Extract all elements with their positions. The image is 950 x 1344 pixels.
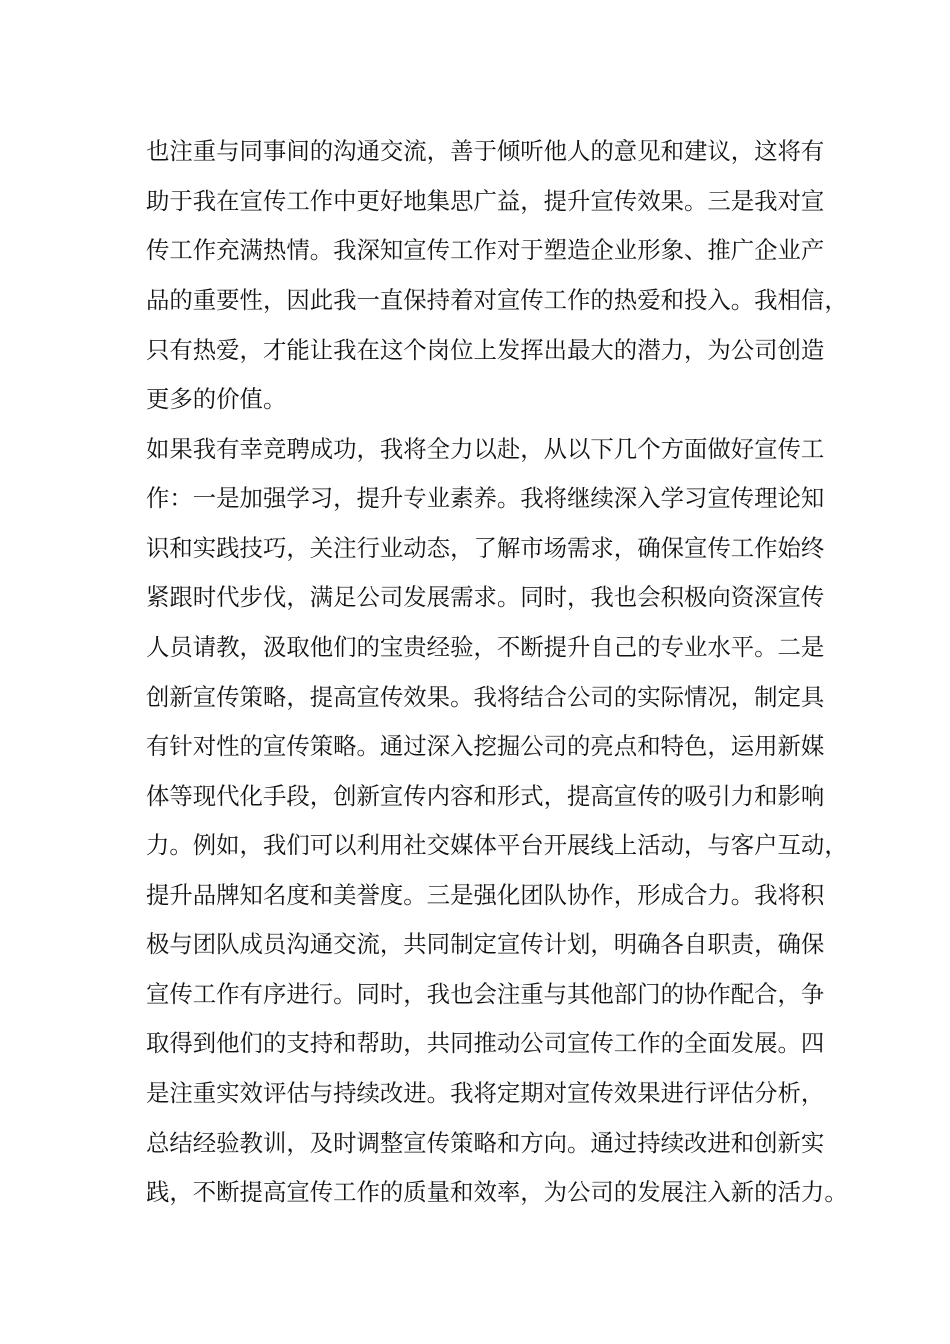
- text-line: 总结经验教训，及时调整宣传策略和方向。通过持续改进和创新实: [146, 1129, 825, 1157]
- text-line: 宣传工作有序进行。同时，我也会注重与其他部门的协作配合，争: [146, 980, 825, 1008]
- text-line: 体等现代化手段，创新宣传内容和形式，提高宣传的吸引力和影响: [146, 782, 825, 810]
- text-line: 提升品牌知名度和美誉度。三是强化团队协作，形成合力。我将积: [146, 881, 825, 909]
- text-line: 识和实践技巧，关注行业动态，了解市场需求，确保宣传工作始终: [146, 534, 825, 562]
- text-line: 是注重实效评估与持续改进。我将定期对宣传效果进行评估分析，: [146, 1079, 825, 1107]
- text-line: 紧跟时代步伐，满足公司发展需求。同时，我也会积极向资深宣传: [146, 583, 825, 611]
- text-line: 取得到他们的支持和帮助，共同推动公司宣传工作的全面发展。四: [146, 1029, 825, 1057]
- text-line: 创新宣传策略，提高宣传效果。我将结合公司的实际情况，制定具: [146, 683, 825, 711]
- text-line: 力。例如，我们可以利用社交媒体平台开展线上活动，与客户互动，: [146, 831, 848, 859]
- text-line: 也注重与同事间的沟通交流，善于倾听他人的意见和建议，这将有: [146, 137, 825, 165]
- text-line: 有针对性的宣传策略。通过深入挖掘公司的亮点和特色，运用新媒: [146, 732, 825, 760]
- text-line: 作：一是加强学习，提升专业素养。我将继续深入学习宣传理论知: [146, 484, 825, 512]
- text-line: 极与团队成员沟通交流，共同制定宣传计划，明确各自职责，确保: [146, 930, 825, 958]
- text-line: 如果我有幸竞聘成功，我将全力以赴，从以下几个方面做好宣传工: [146, 435, 825, 463]
- text-line: 人员请教，汲取他们的宝贵经验，不断提升自己的专业水平。二是: [146, 633, 825, 661]
- text-line: 践，不断提高宣传工作的质量和效率，为公司的发展注入新的活力。: [146, 1178, 848, 1206]
- text-line: 品的重要性，因此我一直保持着对宣传工作的热爱和投入。我相信，: [146, 286, 848, 314]
- text-line: 更多的价值。: [146, 385, 287, 413]
- text-line: 助于我在宣传工作中更好地集思广益，提升宣传效果。三是我对宣: [146, 187, 825, 215]
- text-line: 只有热爱，才能让我在这个岗位上发挥出最大的潜力，为公司创造: [146, 336, 825, 364]
- text-line: 传工作充满热情。我深知宣传工作对于塑造企业形象、推广企业产: [146, 236, 825, 264]
